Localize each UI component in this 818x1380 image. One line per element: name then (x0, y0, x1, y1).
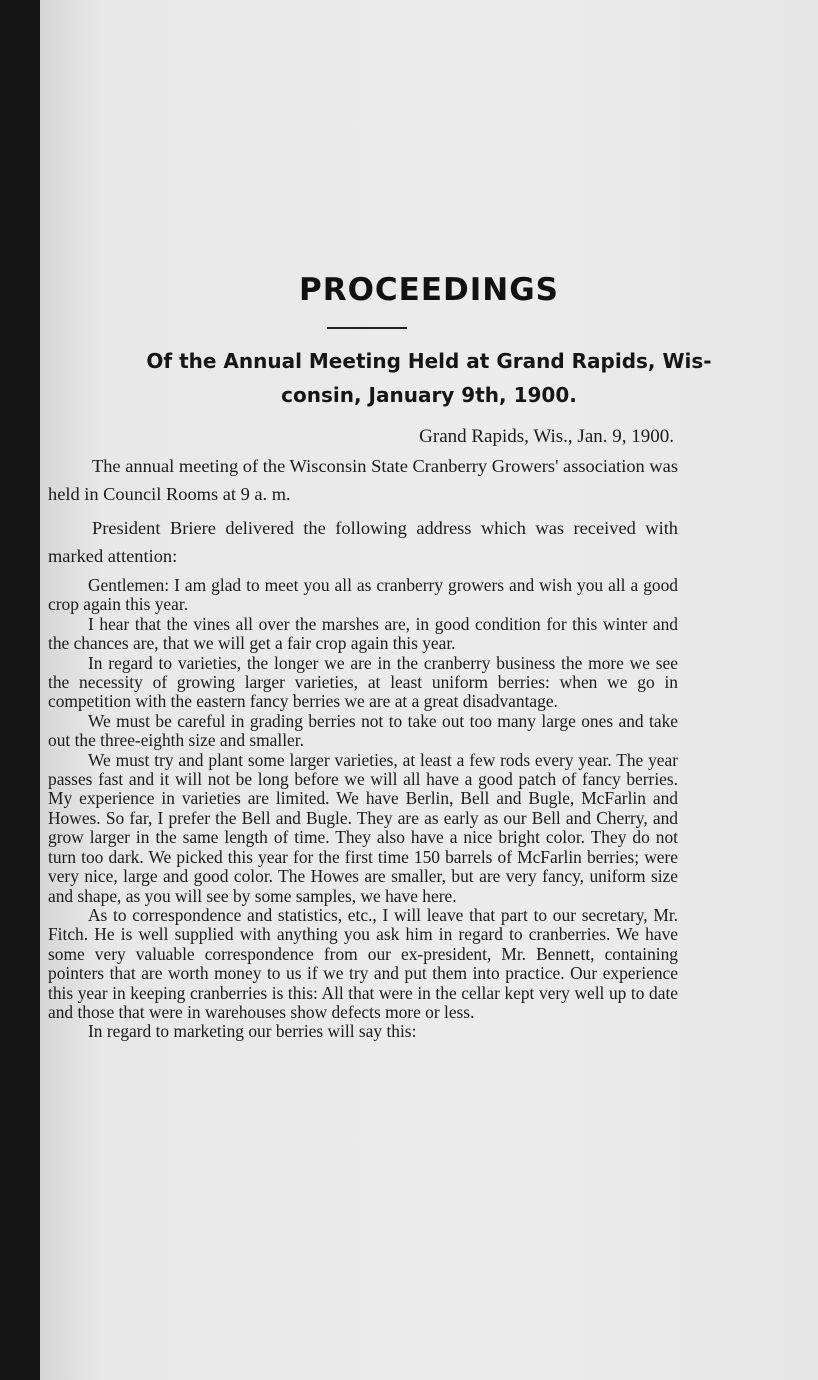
paragraph-planting: We must try and plant some larger varieties, at least a few rods every year. The year passes fast and it will not be long before we will all have a good patch of fancy berries. My experience in varieties are limited. We have Berlin, Bell and Bugle, McFarlin and Howes. So far, I prefer the Bell and Bugle. They are as early as our Bell and Cherry, and grow larger in the same length of time. They also have a nice bright color. They do not turn too dark. We picked this year for the first time 150 barrels of McFarlin berries; were very nice, large and good color. The Howes are smaller, but are very fancy, uniform size and shape, as you will see by some samples, we have here. (48, 749, 678, 906)
article-body (48, 422, 678, 1042)
paragraph-meeting: The annual meeting of the Wisconsin State Cranberry Growers' association was held in Council Rooms at 9 a. m. (48, 456, 678, 504)
subtitle-line-2: consin, January 9th, 1900. (281, 383, 577, 407)
subtitle-line-1: Of the Annual Meeting Held at Grand Rapids, Wis- (146, 349, 712, 373)
book-binding-edge (0, 0, 40, 1380)
paragraph-varieties: In regard to varieties, the longer we are in the cranberry business the more we see the necessity of growing larger varieties, at least uniform berries: when we go in competition with the eastern fancy berries we are at a great disadvantage. (48, 652, 678, 712)
page-title: PROCEEDINGS (298, 272, 560, 308)
title-divider (327, 327, 407, 329)
paragraph-marketing: In regard to marketing our berries will say this: (88, 1021, 417, 1042)
paragraph-address-intro: President Briere delivered the following address which was received with marked attention: (48, 518, 678, 566)
paragraph-vines: I hear that the vines all over the marshes are, in good condition for this winter and the chances are, that we will get a fair crop again this year. (48, 613, 678, 654)
paragraph-grading: We must be careful in grading berries not to take out too many large ones and take out the three-eighth size and smaller. (48, 710, 678, 751)
paragraph-greeting: Gentlemen: I am glad to meet you all as cranberry growers and wish you all a good crop again this year. (48, 575, 678, 615)
subtitle (40, 344, 818, 412)
paragraph-correspondence: As to correspondence and statistics, etc., I will leave that part to our secretary, Mr. Fitch. He is well supplied with anything you ask him in regard to cranberries. We have some very valuable correspondence from our ex-president, Mr. Bennett, containing pointers that are worth money to us if we try and put them into practice. Our experience this year in keeping cranberries is this: All that were in the cellar kept very well up to date and those that were in warehouses show defects more or less. (48, 904, 678, 1022)
dateline: Grand Rapids, Wis., Jan. 9, 1900. (419, 426, 674, 447)
